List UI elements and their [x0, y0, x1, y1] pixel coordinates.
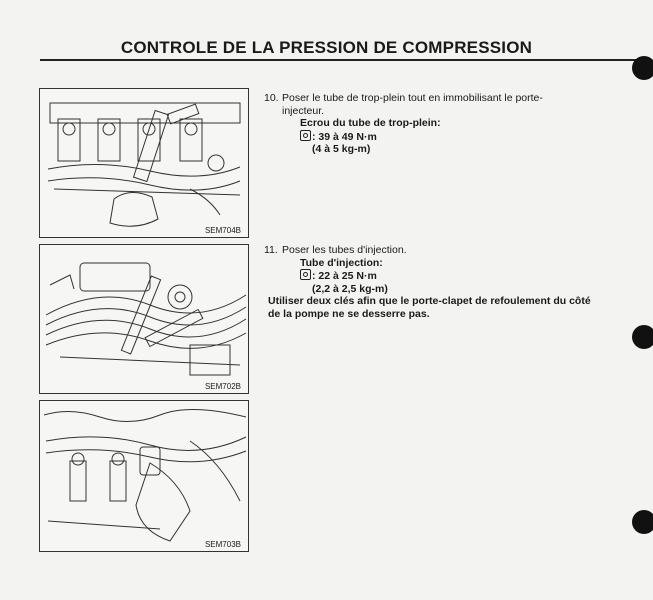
- figure-code: SEM704B: [204, 226, 241, 235]
- step-11: [264, 244, 624, 320]
- title-rule: [40, 59, 640, 61]
- torque-spec: [264, 130, 624, 144]
- step-text: Poser le tube de trop-plein tout en immobilisant le porte-: [282, 92, 543, 104]
- torque-wrench-icon: [300, 269, 311, 280]
- part-name: Ecrou du tube de trop-plein:: [300, 117, 441, 129]
- torque-kgm: (4 à 5 kg-m): [312, 143, 371, 155]
- caution-note: de la pompe ne se desserre pas.: [268, 307, 430, 320]
- engine-illustration: [40, 245, 248, 393]
- step-number: 11.: [264, 244, 278, 256]
- figure-code: SEM702B: [204, 382, 241, 391]
- torque-spec: [264, 269, 624, 283]
- step-10: [264, 92, 624, 156]
- step-text: injecteur.: [282, 104, 325, 117]
- torque-kgm: (2,2 à 2,5 kg-m): [312, 282, 388, 295]
- binder-hole: [632, 325, 653, 349]
- part-name: Tube d'injection:: [300, 256, 383, 269]
- figure-overflow-tube: [39, 88, 249, 238]
- page-title: CONTROLE DE LA PRESSION DE COMPRESSION: [120, 38, 533, 57]
- torque-nm: : 39 à 49 N·m: [312, 130, 377, 143]
- torque-wrench-icon: [300, 130, 311, 141]
- figure-code: SEM703B: [204, 540, 241, 549]
- engine-illustration: [40, 401, 248, 551]
- engine-illustration: [40, 89, 248, 237]
- step-text: Poser les tubes d'injection.: [282, 244, 407, 256]
- binder-hole: [632, 56, 653, 80]
- torque-nm: : 22 à 25 N·m: [312, 270, 377, 282]
- binder-hole: [632, 510, 653, 534]
- caution-note: Utiliser deux clés afin que le porte-clapet de refoulement du côté: [268, 295, 591, 307]
- figure-injection-tube-nut: [39, 400, 249, 552]
- figure-injection-tubes: [39, 244, 249, 394]
- step-number: 10.: [264, 92, 279, 104]
